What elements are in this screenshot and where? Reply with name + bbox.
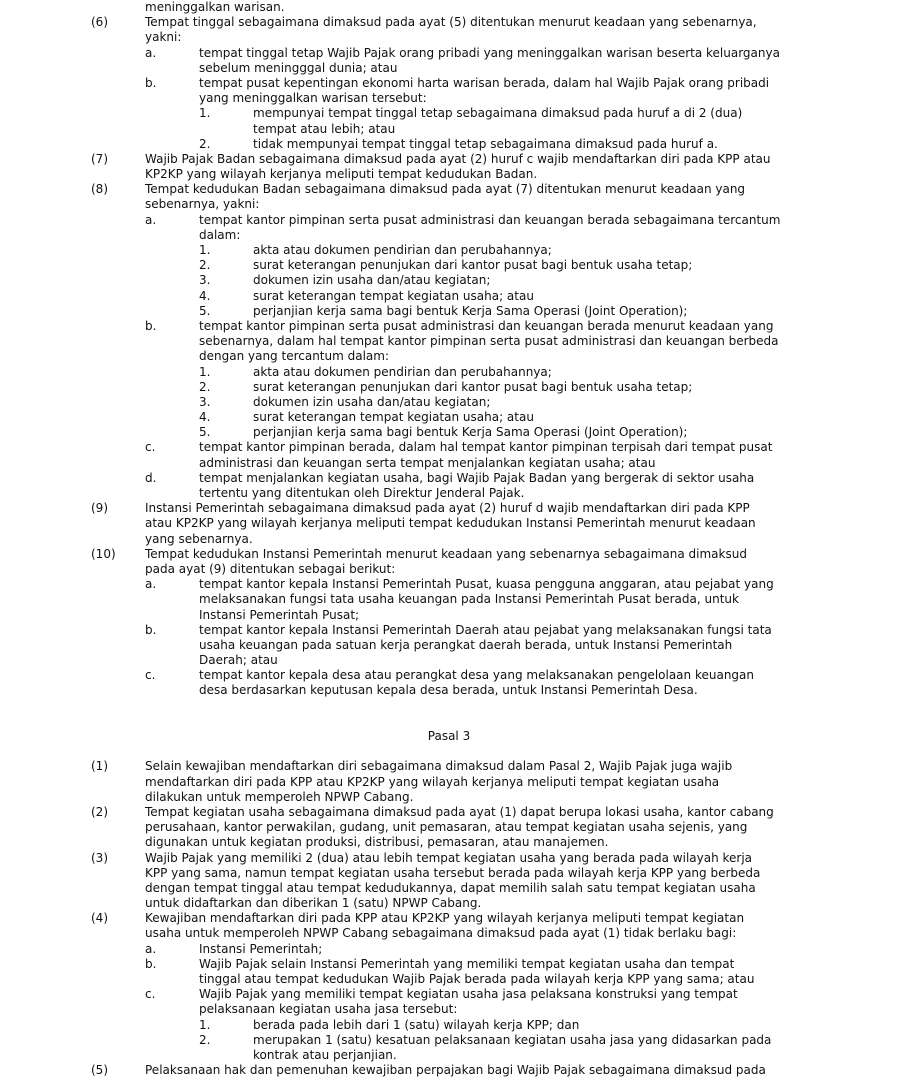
- text-line: [0, 881, 898, 896]
- item-label: a.: [145, 45, 157, 60]
- section-heading: Pasal 3: [427, 729, 471, 743]
- item-text: Wajib Pajak Badan sebagaimana dimaksud pada ayat (2) huruf c wajib mendaftarkan diri pada KPP atau: [145, 151, 771, 166]
- item-label: 4.: [199, 288, 211, 303]
- item-text: mendaftarkan diri pada KPP atau KP2KP yang wilayah kerjanya meliputi tempat kegiatan usaha: [145, 774, 720, 789]
- spacer: [0, 744, 898, 759]
- lettered-item: [0, 471, 898, 501]
- item-text: Tempat kedudukan Instansi Pemerintah menurut keadaan yang sebenarnya sebagaimana dimaksud: [145, 546, 747, 561]
- lettered-item: [0, 440, 898, 470]
- text-line: [0, 0, 898, 15]
- item-text: Instansi Pemerintah Pusat;: [199, 607, 360, 622]
- item-text: usaha keuangan pada satuan kerja perangkat daerah berada, untuk Instansi Pemerintah: [199, 637, 733, 652]
- item-text: atau KP2KP yang wilayah kerjanya meliputi tempat kedudukan Instansi Pemerintah menurut keadaan: [145, 516, 756, 531]
- text-line: [0, 608, 898, 623]
- item-text: kontrak atau perjanjian.: [253, 1047, 397, 1062]
- text-line: [0, 243, 898, 258]
- item-label: (8): [91, 182, 108, 197]
- numbered-item: [0, 425, 898, 440]
- item-text: dilakukan untuk memperoleh NPWP Cabang.: [145, 789, 414, 804]
- item-text: tempat kantor pimpinan serta pusat administrasi dan keuangan berada sebagaimana tercantum: [199, 212, 781, 227]
- text-line: [0, 137, 898, 152]
- item-label: 2.: [199, 379, 211, 394]
- text-line: [0, 1002, 898, 1017]
- item-text: KP2KP yang wilayah kerjanya meliputi tempat kedudukan Badan.: [145, 167, 538, 182]
- item-text: Kewajiban mendaftarkan diri pada KPP atau KP2KP yang wilayah kerjanya meliputi tempat kegiatan: [145, 911, 745, 926]
- lettered-item: [0, 213, 898, 243]
- text-line: [0, 91, 898, 106]
- item-text: tempat atau lebih; atau: [253, 121, 396, 136]
- text-line: [0, 152, 898, 167]
- paragraph-item: [0, 152, 898, 182]
- text-line: [0, 987, 898, 1002]
- lettered-item: [0, 957, 898, 987]
- item-text: Selain kewajiban mendaftarkan diri sebagaimana dimaksud dalam Pasal 2, Wajib Pajak juga wajib: [145, 759, 733, 774]
- text-line: [0, 182, 898, 197]
- text-line: [0, 1048, 898, 1063]
- text-line: [0, 851, 898, 866]
- text-line: [0, 440, 898, 455]
- item-text: tempat pusat kepentingan ekonomi harta warisan berada, dalam hal Wajib Pajak orang pribadi: [199, 75, 770, 90]
- item-text: tertentu yang ditentukan oleh Direktur Jenderal Pajak.: [199, 486, 525, 500]
- text-line: [0, 775, 898, 790]
- item-text: administrasi dan keuangan serta tempat menjalankan kegiatan usaha; atau: [199, 455, 656, 470]
- item-label: b.: [145, 956, 157, 971]
- item-text: Wajib Pajak yang memiliki 2 (dua) atau lebih tempat kegiatan usaha yang berada pada wilayah kerja: [145, 850, 753, 865]
- spacer: [0, 699, 898, 714]
- item-label: 2.: [199, 258, 211, 273]
- lettered-item: [0, 623, 898, 669]
- text-line: [0, 456, 898, 471]
- item-label: (1): [91, 759, 108, 774]
- item-label: 5.: [199, 303, 211, 318]
- text-line: [0, 61, 898, 76]
- text-line: [0, 532, 898, 547]
- text-line: [0, 835, 898, 850]
- item-text: melaksanakan fungsi tata usaha keuangan pada Instansi Pemerintah Pusat berada, untuk: [199, 592, 739, 607]
- item-label: 1.: [199, 364, 211, 379]
- text-line: [0, 577, 898, 592]
- text-line: [0, 319, 898, 334]
- text-line: [0, 395, 898, 410]
- item-text: desa berdasarkan keputusan kepala desa berada, untuk Instansi Pemerintah Desa.: [199, 683, 698, 698]
- text-line: [0, 213, 898, 228]
- item-text: surat keterangan penunjukan dari kantor pusat bagi bentuk usaha tetap;: [253, 379, 693, 394]
- numbered-item: [0, 289, 898, 304]
- item-text: dengan yang tercantum dalam:: [199, 349, 390, 364]
- paragraph-item: [0, 805, 898, 851]
- text-line: [0, 425, 898, 440]
- paragraph-item: [0, 0, 898, 15]
- item-text: dokumen izin usaha dan/atau kegiatan;: [253, 273, 491, 288]
- text-line: [0, 289, 898, 304]
- item-text: Instansi Pemerintah;: [199, 941, 323, 956]
- item-text: pelaksanaan kegiatan usaha jasa tersebut:: [199, 1002, 458, 1017]
- item-text: tinggal atau tempat kedudukan Wajib Pajak berada pada wilayah kerja KPP yang sama; atau: [199, 972, 755, 986]
- text-line: [0, 820, 898, 835]
- text-line: [0, 1018, 898, 1033]
- item-label: (3): [91, 850, 108, 865]
- numbered-item: [0, 395, 898, 410]
- item-text: surat keterangan tempat kegiatan usaha; atau: [253, 410, 534, 425]
- item-text: tempat kantor pimpinan serta pusat administrasi dan keuangan berada menurut keadaan yang: [199, 318, 774, 333]
- text-line: [0, 501, 898, 516]
- paragraph-item: [0, 547, 898, 577]
- text-line: [0, 273, 898, 288]
- item-label: 1.: [199, 243, 211, 257]
- text-line: [0, 592, 898, 607]
- item-label: (6): [91, 15, 108, 30]
- paragraph-item: [0, 15, 898, 45]
- numbered-item: [0, 243, 898, 258]
- item-text: usaha untuk memperoleh NPWP Cabang sebagaimana dimaksud pada ayat (1) tidak berlaku bagi:: [145, 926, 737, 941]
- item-text: tempat kantor kepala desa atau perangkat desa yang melaksanakan pengelolaan keuangan: [199, 668, 754, 683]
- text-line: [0, 668, 898, 683]
- item-text: perjanjian kerja sama bagi bentuk Kerja Sama Operasi (Joint Operation);: [253, 303, 688, 318]
- paragraph-item: [0, 501, 898, 547]
- lettered-item: [0, 46, 898, 76]
- item-text: berada pada lebih dari 1 (satu) wilayah kerja KPP; dan: [253, 1017, 580, 1032]
- text-line: [0, 122, 898, 137]
- item-text: akta atau dokumen pendirian dan perubahannya;: [253, 364, 552, 379]
- item-text: dokumen izin usaha dan/atau kegiatan;: [253, 394, 491, 409]
- item-label: c.: [145, 987, 156, 1002]
- numbered-item: [0, 380, 898, 395]
- paragraph-item: [0, 1063, 898, 1078]
- item-label: 4.: [199, 410, 211, 425]
- numbered-item: [0, 1033, 898, 1063]
- text-line: [0, 228, 898, 243]
- item-label: 3.: [199, 394, 211, 409]
- paragraph-item: [0, 911, 898, 941]
- text-line: [0, 76, 898, 91]
- text-line: [0, 653, 898, 668]
- text-line: [0, 972, 898, 987]
- item-label: c.: [145, 440, 156, 455]
- text-line: [0, 562, 898, 577]
- item-text: Tempat kedudukan Badan sebagaimana dimaksud pada ayat (7) ditentukan menurut keadaan yang: [145, 182, 746, 197]
- item-label: 3.: [199, 273, 211, 288]
- text-line: [0, 896, 898, 911]
- text-line: [0, 380, 898, 395]
- item-label: a.: [145, 577, 157, 592]
- item-text: pada ayat (9) ditentukan sebagai berikut:: [145, 561, 396, 576]
- text-line: [0, 516, 898, 531]
- item-label: (5): [91, 1063, 108, 1078]
- numbered-item: [0, 410, 898, 425]
- text-line: [0, 926, 898, 941]
- item-text: tempat menjalankan kegiatan usaha, bagi Wajib Pajak Badan yang bergerak di sektor usaha: [199, 470, 755, 485]
- lettered-item: [0, 76, 898, 106]
- text-line: [0, 547, 898, 562]
- paragraph-item: [0, 851, 898, 912]
- item-label: a.: [145, 212, 157, 227]
- item-label: (4): [91, 911, 108, 926]
- text-line: [0, 410, 898, 425]
- item-text: Instansi Pemerintah sebagaimana dimaksud pada ayat (2) huruf d wajib mendaftarkan diri pada KPP: [145, 501, 750, 516]
- item-text: dengan tempat tinggal atau tempat kedudukannya, dapat memilih salah satu tempat kegiatan usaha: [145, 880, 756, 895]
- item-text: surat keterangan tempat kegiatan usaha; atau: [253, 288, 534, 303]
- item-label: b.: [145, 622, 157, 637]
- item-label: d.: [145, 470, 157, 485]
- text-line: [0, 759, 898, 774]
- item-text: perjanjian kerja sama bagi bentuk Kerja Sama Operasi (Joint Operation);: [253, 425, 688, 440]
- text-line: [0, 349, 898, 364]
- lettered-item: [0, 577, 898, 623]
- numbered-item: [0, 304, 898, 319]
- numbered-item: [0, 365, 898, 380]
- text-line: [0, 15, 898, 30]
- item-text: tempat tinggal tetap Wajib Pajak orang pribadi yang meninggalkan warisan beserta keluarganya: [199, 45, 780, 60]
- item-label: 1.: [199, 1017, 211, 1032]
- text-line: [0, 46, 898, 61]
- text-line: [0, 942, 898, 957]
- paragraph-item: [0, 759, 898, 805]
- item-text: tempat kantor kepala Instansi Pemerintah Pusat, kuasa pengguna anggaran, atau pejabat yang: [199, 577, 774, 592]
- item-label: b.: [145, 318, 157, 333]
- item-text: Wajib Pajak selain Instansi Pemerintah yang memiliki tempat kegiatan usaha dan tempat: [199, 956, 735, 971]
- item-text: dalam:: [199, 227, 241, 242]
- item-text: KPP yang sama, namun tempat kegiatan usaha tersebut berada pada wilayah kerja KPP yang berbeda: [145, 865, 761, 880]
- item-label: 5.: [199, 425, 211, 440]
- item-text: Tempat tinggal sebagaimana dimaksud pada ayat (5) ditentukan menurut keadaan yang sebenarnya,: [145, 15, 757, 30]
- numbered-item: [0, 258, 898, 273]
- text-line: [0, 1033, 898, 1048]
- lettered-item: [0, 319, 898, 365]
- text-line: [0, 167, 898, 182]
- item-label: 2.: [199, 1032, 211, 1047]
- item-label: 1.: [199, 106, 211, 121]
- item-label: 2.: [199, 136, 211, 151]
- item-text: untuk didaftarkan dan diberikan 1 (satu) NPWP Cabang.: [145, 896, 482, 911]
- item-text: tempat kantor kepala Instansi Pemerintah Daerah atau pejabat yang melaksanakan fungsi tata: [199, 622, 772, 637]
- item-text: perusahaan, kantor perwakilan, gudang, unit pemasaran, atau tempat kegiatan usaha sejenis, yang: [145, 820, 748, 835]
- text-line: [0, 623, 898, 638]
- item-text: sebelum meningggal dunia; atau: [199, 60, 398, 75]
- text-line: [0, 197, 898, 212]
- item-text: tidak mempunyai tempat tinggal tetap sebagaimana dimaksud pada huruf a.: [253, 136, 718, 151]
- text-line: [0, 1063, 898, 1078]
- item-text: Pelaksanaan hak dan pemenuhan kewajiban perpajakan bagi Wajib Pajak sebagaimana dimaksud pada: [145, 1063, 766, 1078]
- item-text: yang meninggalkan warisan tersebut:: [199, 91, 427, 106]
- text-line: [0, 30, 898, 45]
- item-text: digunakan untuk kegiatan produksi, distribusi, pemasaran, atau manajemen.: [145, 835, 609, 850]
- numbered-item: [0, 273, 898, 288]
- text-line: [0, 911, 898, 926]
- lettered-item: [0, 942, 898, 957]
- text-line: [0, 334, 898, 349]
- text-line: [0, 957, 898, 972]
- text-line: [0, 805, 898, 820]
- lettered-item: [0, 987, 898, 1017]
- item-text: mempunyai tempat tinggal tetap sebagaimana dimaksud pada huruf a di 2 (dua): [253, 106, 743, 121]
- text-line: [0, 638, 898, 653]
- item-text: sebenarnya, yakni:: [145, 197, 260, 212]
- item-label: (10): [91, 546, 116, 561]
- item-label: (7): [91, 151, 108, 166]
- item-text: yakni:: [145, 30, 182, 45]
- item-label: a.: [145, 941, 157, 956]
- text-line: [0, 304, 898, 319]
- item-text: Daerah; atau: [199, 653, 278, 668]
- text-line: [0, 866, 898, 881]
- item-label: b.: [145, 75, 157, 90]
- paragraph-item: [0, 182, 898, 212]
- item-text: surat keterangan penunjukan dari kantor pusat bagi bentuk usaha tetap;: [253, 258, 693, 273]
- text-line: [0, 683, 898, 698]
- numbered-item: [0, 1018, 898, 1033]
- text-line: [0, 106, 898, 121]
- text-line: [0, 471, 898, 486]
- spacer: [0, 714, 898, 729]
- item-text: sebenarnya, dalam hal tempat kantor pimpinan serta pusat administrasi dan keuangan berbeda: [199, 334, 779, 349]
- numbered-item: [0, 106, 898, 136]
- item-label: (9): [91, 501, 108, 516]
- text-line: [0, 365, 898, 380]
- item-label: c.: [145, 668, 156, 683]
- item-text: akta atau dokumen pendirian dan perubahannya;: [253, 243, 552, 257]
- lettered-item: [0, 668, 898, 698]
- text-line: [0, 790, 898, 805]
- numbered-item: [0, 137, 898, 152]
- item-label: (2): [91, 804, 108, 819]
- item-text: Tempat kegiatan usaha sebagaimana dimaksud pada ayat (1) dapat berupa lokasi usaha, kantor cabang: [145, 804, 774, 819]
- text-line: [0, 258, 898, 273]
- item-text: tempat kantor pimpinan berada, dalam hal tempat kantor pimpinan terpisah dari tempat pusat: [199, 440, 773, 455]
- item-text: merupakan 1 (satu) kesatuan pelaksanaan kegiatan usaha jasa yang didasarkan pada: [253, 1032, 772, 1047]
- text-line: [0, 486, 898, 501]
- item-text: meninggalkan warisan.: [145, 0, 285, 14]
- item-text: Wajib Pajak yang memiliki tempat kegiatan usaha jasa pelaksana konstruksi yang tempat: [199, 987, 738, 1002]
- item-text: yang sebenarnya.: [145, 531, 253, 546]
